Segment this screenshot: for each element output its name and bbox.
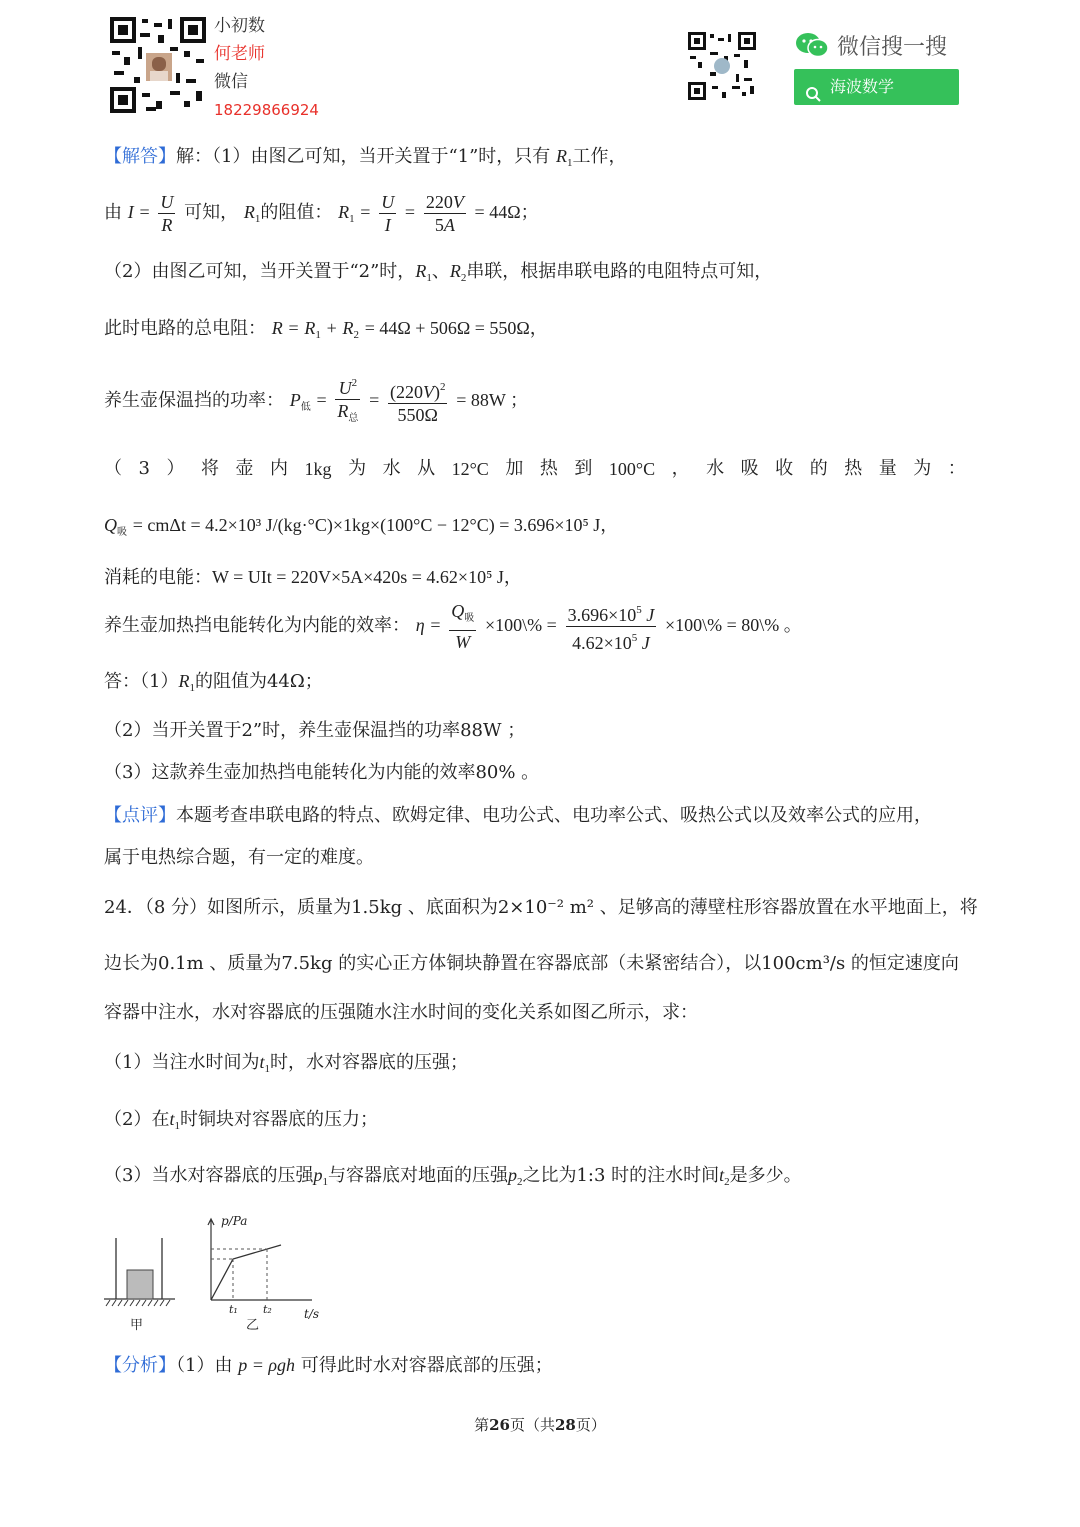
- wechat-search-text: 微信搜一搜: [837, 34, 948, 60]
- question-1: （1）当注水时间为$t_1$时，水对容器底的压强；: [104, 1052, 468, 1075]
- contact-line-1: 小初数: [214, 16, 265, 36]
- total-pages: 28: [555, 1416, 576, 1434]
- problem-24-line-2: 边长为0.1m 、质量为7.5kg 的实心正方体铜块静置在容器底部（未紧密结合），以100cm³/s 的恒定速度向: [104, 953, 959, 974]
- teacher-contact: [214, 12, 334, 124]
- solution-line-7: $Q_吸 = cm\Delta t = 4.2\times 10^3$ J/(kg·°C)×1kg×(100°C − 12°C) = 3.696×10⁵ J，: [104, 515, 619, 538]
- solution-tag: 【解答】: [104, 146, 176, 167]
- answer-line-2: （2）当开关置于2”时，养生壶保温挡的功率88W ；: [104, 720, 526, 741]
- account-name: 海波数学: [830, 77, 895, 96]
- comment-line-2: 属于电热综合题，有一定的难度。: [104, 847, 374, 868]
- ground-hatching: [106, 1300, 170, 1306]
- figure-label-x: t/s: [304, 1307, 320, 1321]
- solution-line-3: （2）由图乙可知，当开关置于“2”时，$R_1$、$R_2$串联，根据串联电路的电阻特点可知，: [104, 261, 773, 284]
- search-icon: [805, 79, 821, 95]
- copper-block: [127, 1270, 153, 1299]
- contact-phone: 18229866924: [214, 101, 319, 119]
- account-search-button[interactable]: [794, 69, 959, 105]
- answer-line-1: 答：$(1)R_1$的阻值为44Ω；: [104, 671, 323, 694]
- contact-line-3: 微信: [214, 72, 248, 92]
- analysis-line-1: 【分析】（1）由 p = ρgh 可得此时水对容器底部的压强；: [104, 1355, 553, 1376]
- contact-line-2: 何老师: [214, 44, 265, 64]
- pressure-curve: [211, 1245, 281, 1300]
- solution-line-9: 养生壶加热挡电能转化为内能的效率： η = $\frac{Q_吸}{W}$ ×100\% = $\frac{3.696\times 10^5 J}{4.62\times 10^5 J}$ ×100\% = 80\% 。: [104, 600, 802, 653]
- solution-line-5: 养生壶保温挡的功率： $P_低$ = $\frac{U^2}{R_总}$ = $\frac{(220V)^2}{550\Omega}$ = 88W ；: [104, 372, 528, 434]
- problem-24-line-3: 容器中注水，水对容器底的压强随水注水时间的变化关系如图乙所示，求：: [104, 1002, 698, 1023]
- solution-line-6: （ 3 ） 将 壶 内 1kg 为 水 从 12°C 加 热 到 100°C ， 水 吸 收 的 热 量 为 ：: [104, 458, 966, 479]
- figure-caption-jia: 甲: [130, 1318, 144, 1333]
- qr-code-left: [110, 17, 206, 113]
- figure-label-y: p/Pa: [221, 1214, 248, 1228]
- question-3: （3）当水对容器底的压强$p_1$与容器底对地面的压强$p_2$之比为1:3 时的注水时间$t_2$是多少。: [104, 1165, 802, 1188]
- figure-caption-yi: 乙: [246, 1318, 260, 1333]
- question-2: （2）在$t_1$时铜块对容器底的压力；: [104, 1109, 378, 1132]
- comment-line-1: 【点评】本题考查串联电路的特点、欧姆定律、电功公式、电功率公式、吸热公式以及效率公式的应用，: [104, 805, 932, 826]
- figure-label-t2: t₂: [263, 1303, 272, 1316]
- figure-label-t1: t₁: [229, 1303, 238, 1316]
- wechat-search-label: [795, 28, 947, 62]
- solution-line-1: 【解答】解：（1）由图乙可知，当开关置于“1”时，只有 $R_1$工作，: [104, 146, 627, 169]
- wechat-logo-icon: [795, 31, 829, 59]
- problem-24-line-1: 24．（8 分）如图所示，质量为1.5kg 、底面积为2×10⁻² m² 、足够高的薄壁柱形容器放置在水平地面上，将: [104, 897, 978, 918]
- qr-code-right: [688, 32, 756, 100]
- page-footer: 第26页（共28页）: [474, 1416, 606, 1434]
- solution-line-2: 由 I = $\frac{U}{R}$ 可知， $R_1$的阻值： $R_1$ = $\frac{U}{I}$ = $\frac{220V}{5A}$ = 44Ω；: [104, 191, 539, 235]
- solution-line-8: 消耗的电能：W = UIt = 220V×5A×420s = 4.62×10⁵ J，: [104, 567, 522, 587]
- comment-tag: 【点评】: [104, 805, 176, 826]
- page-number: 26: [489, 1416, 510, 1434]
- analysis-tag: 【分析】: [104, 1355, 176, 1376]
- answer-line-3: （3）这款养生壶加热挡电能转化为内能的效率80% 。: [104, 762, 540, 783]
- solution-line-4: 此时电路的总电阻： $R = R_1 + R_2 = 44\Omega + 506\Omega = 550\Omega$，: [104, 318, 548, 341]
- analysis-formula: p = ρgh: [238, 1355, 295, 1375]
